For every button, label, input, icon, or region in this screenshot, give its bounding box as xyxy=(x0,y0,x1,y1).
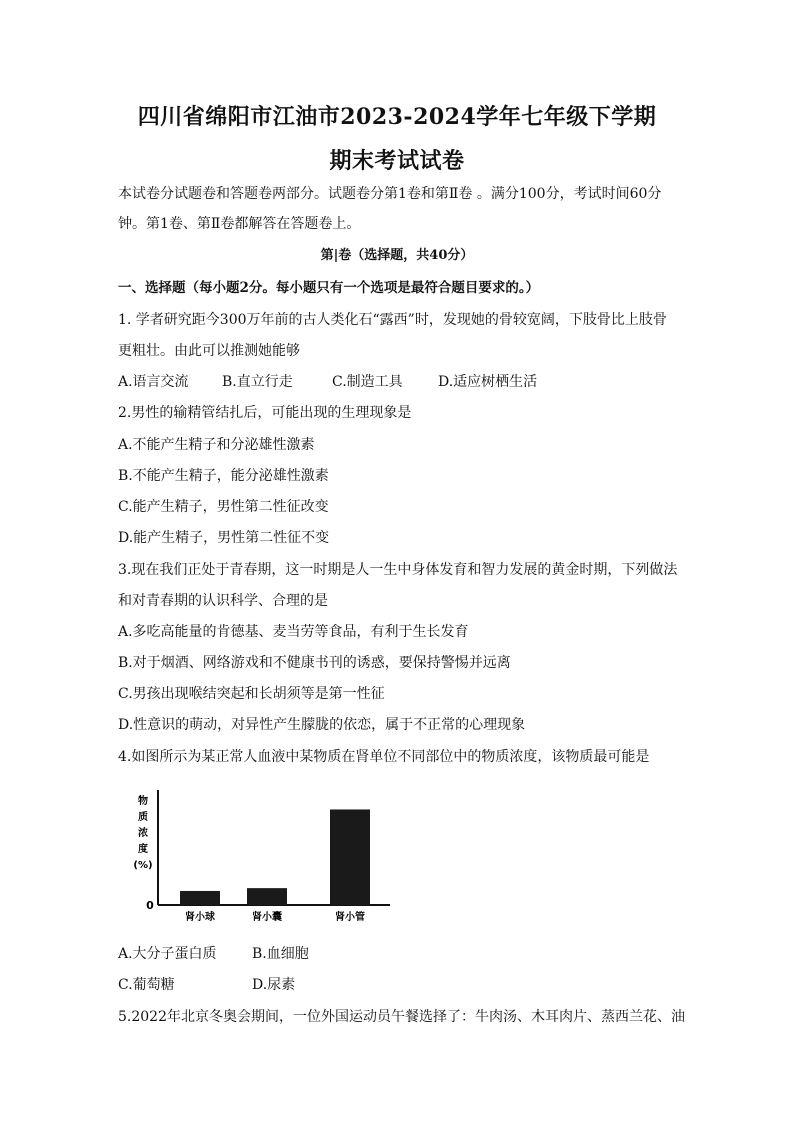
q2-option-b: B.不能产生精子，能分泌雄性激素 xyxy=(118,468,329,484)
exam-title-line2: 期末考试试卷 xyxy=(329,148,465,174)
q2-option-c: C.能产生精子，男性第二性征改变 xyxy=(118,499,329,515)
q3-option-c: C.男孩出现喉结突起和长胡须等是第一性征 xyxy=(118,686,385,702)
q1-option-a: A.语言交流 xyxy=(118,374,189,390)
q3-option-a: A.多吃高能量的肯德基、麦当劳等食品，有利于生长发育 xyxy=(118,624,469,640)
q4-option-d: D.尿素 xyxy=(252,977,296,993)
x-tick-label-1: 肾小球 xyxy=(185,912,215,923)
y-label-char-1: 物 xyxy=(138,796,148,807)
q3-option-b: B.对于烟酒、网络游戏和不健康书刊的诱惑，要保持警惕并远离 xyxy=(118,655,511,671)
y-label-char-2: 质 xyxy=(138,812,148,823)
y-label-char-4: 度 xyxy=(138,844,148,855)
q1-stem-line2: 更粗壮。由此可以推测她能够 xyxy=(118,343,300,359)
bar-1 xyxy=(180,891,220,905)
q4-bar-chart xyxy=(118,784,408,934)
bars-group xyxy=(180,809,370,905)
y-axis-label xyxy=(133,794,152,871)
q2-option-a: A.不能产生精子和分泌雄性激素 xyxy=(118,437,315,453)
q2-option-d: D.能产生精子，男性第二性征不变 xyxy=(118,530,330,546)
y-label-char-5: (%) xyxy=(133,860,153,871)
origin-label: 0 xyxy=(146,899,154,912)
q1-option-b: B.直立行走 xyxy=(222,374,293,390)
intro-line2: 钟。第1卷、第Ⅱ卷都解答在答题卷上。 xyxy=(118,216,361,232)
q3-stem-line2: 和对青春期的认识科学、合理的是 xyxy=(118,593,328,609)
q4-option-b: B.血细胞 xyxy=(252,946,309,962)
section-heading: 第|卷（选择题，共40分） xyxy=(320,248,474,263)
q4-stem: 4.如图所示为某正常人血液中某物质在肾单位不同部位中的物质浓度，该物质最可能是 xyxy=(118,749,650,765)
q5-stem-line1: 5.2022年北京冬奥会期间，一位外国运动员午餐选择了：牛肉汤、木耳肉片、蒸西兰花、油 xyxy=(118,1009,685,1025)
q1-option-c: C.制造工具 xyxy=(332,374,403,390)
x-tick-label-2: 肾小囊 xyxy=(252,912,282,923)
x-labels-group xyxy=(185,910,365,923)
exam-title-line1: 四川省绵阳市江油市2023-2024学年七年级下学期 xyxy=(137,104,657,130)
q3-option-d: D.性意识的萌动，对异性产生朦胧的依恋，属于不正常的心理现象 xyxy=(118,717,526,733)
q4-option-c: C.葡萄糖 xyxy=(118,977,175,993)
x-tick-label-3: 肾小管 xyxy=(335,912,365,923)
y-label-char-3: 浓 xyxy=(138,828,148,839)
bar-2 xyxy=(247,888,287,905)
q1-stem-line1: 1. 学者研究距今300万年前的古人类化石“露西”时，发现她的骨较宽阔，下肢骨比上肢骨 xyxy=(118,312,667,328)
q2-stem: 2.男性的输精管结扎后，可能出现的生理现象是 xyxy=(118,405,412,421)
bar-3 xyxy=(330,809,370,905)
intro-line1: 本试卷分试题卷和答题卷两部分。试题卷分第1卷和第Ⅱ卷 。满分100分，考试时间60分 xyxy=(118,186,662,202)
part-heading: 一、选择题（每小题2分。每小题只有一个选项是最符合题目要求的。） xyxy=(118,280,540,296)
q1-option-d: D.适应树栖生活 xyxy=(438,374,538,390)
q3-stem-line1: 3.现在我们正处于青春期，这一时期是人一生中身体发育和智力发展的黄金时期，下列做法 xyxy=(118,562,678,578)
q4-option-a: A.大分子蛋白质 xyxy=(118,946,217,962)
